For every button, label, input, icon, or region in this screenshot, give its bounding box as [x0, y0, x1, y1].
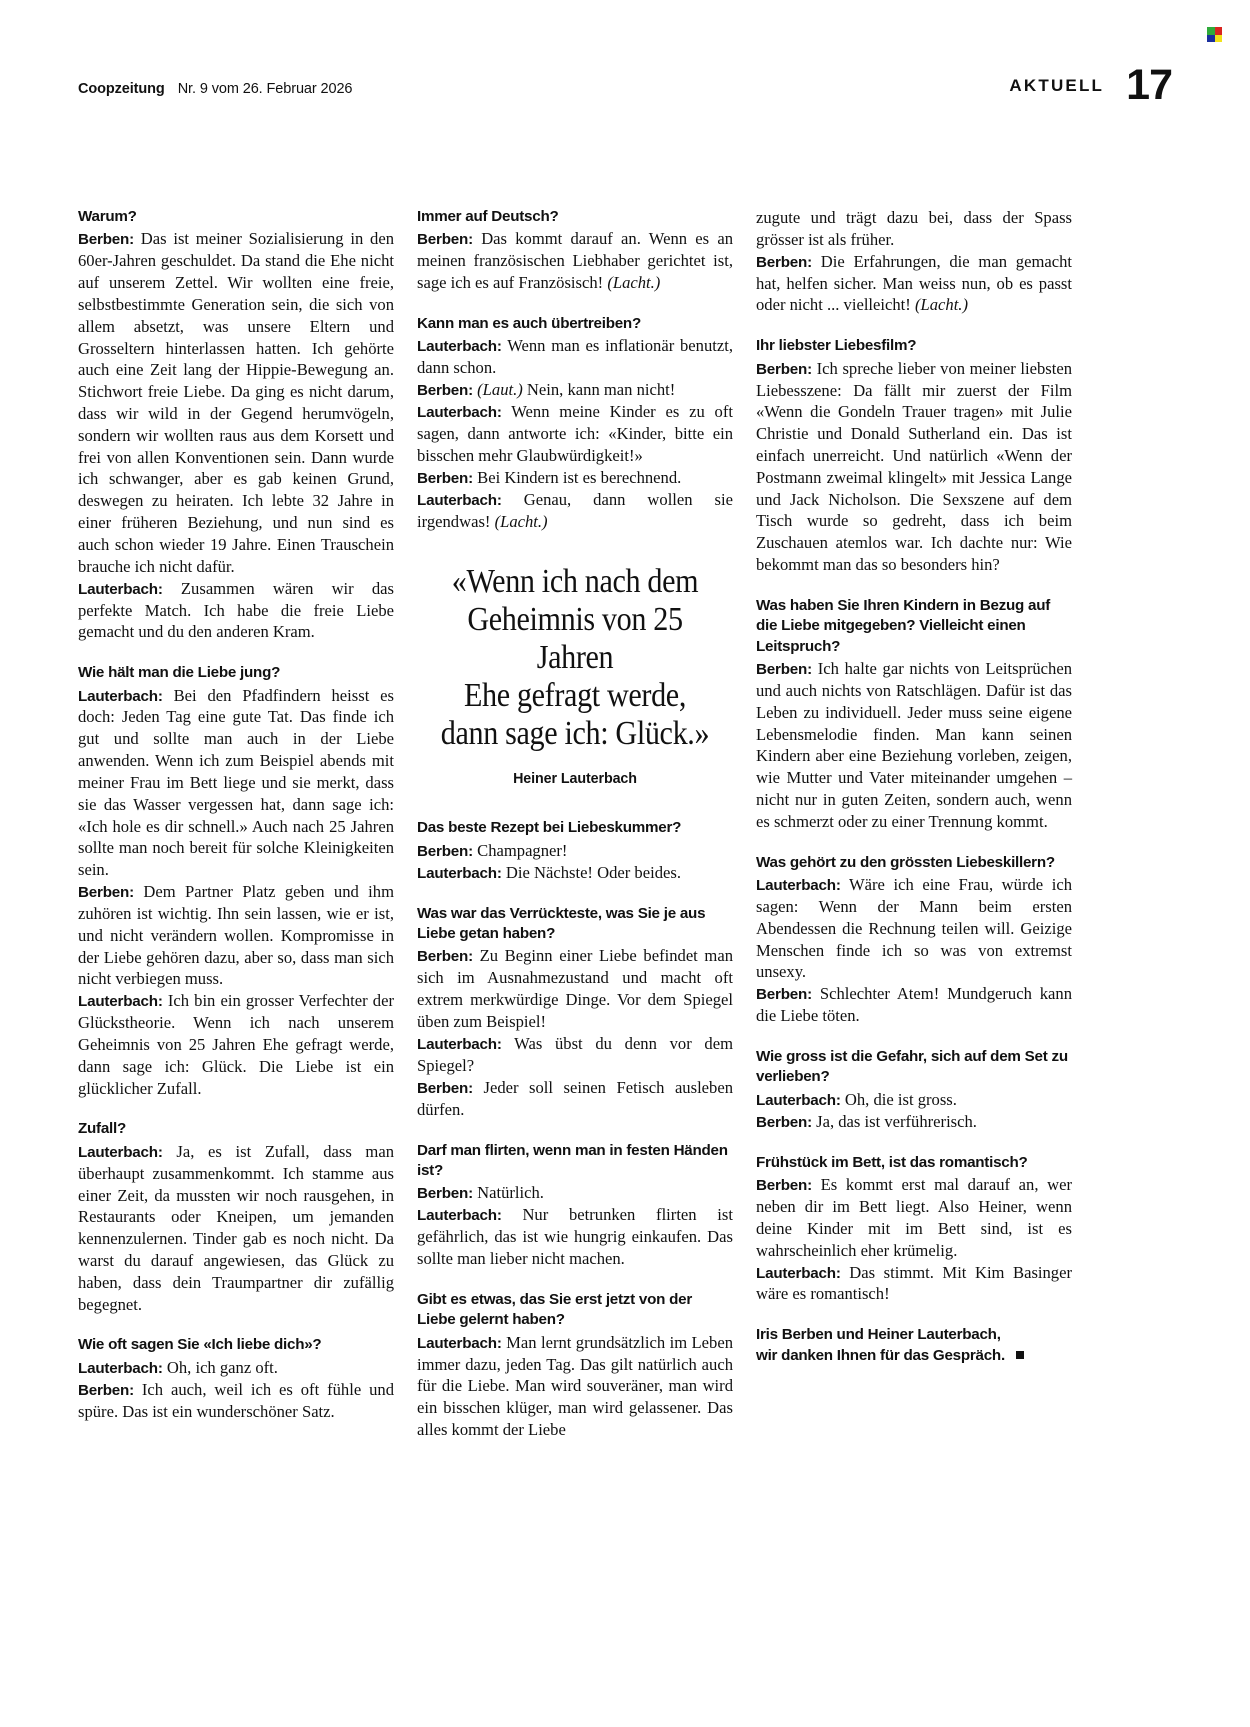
speaker-name: Lauterbach:	[417, 1334, 502, 1352]
qa-block	[756, 596, 1072, 833]
reg-swatch-green	[1207, 27, 1215, 35]
answer-paragraph: Lauterbach: Man lernt grundsätzlich im Leben immer dazu, jeden Tag. Das gilt natürlich auch für die Liebe. Man wird souveräner, man wird ein bisschen klüger, man wird gelassener. Das alles kommt der Liebe	[417, 1332, 733, 1439]
qa-block	[78, 207, 394, 643]
qa-block	[756, 1153, 1072, 1306]
pull-quote	[417, 563, 733, 788]
answer-paragraph: Berben: Bei Kindern ist es berechnend.	[417, 467, 682, 487]
interview-question: Das beste Rezept bei Liebeskummer?	[417, 819, 682, 837]
answer-paragraph: Lauterbach: Das stimmt. Mit Kim Basinger wäre es romantisch!	[756, 1262, 1072, 1304]
answer-paragraph: Lauterbach: Wenn meine Kinder es zu oft sagen, dann antworte ich: «Kinder, bitte ein bisschen mehr Glaubwürdigkeit!»	[417, 402, 733, 465]
interview-question: Was haben Sie Ihren Kindern in Bezug auf die Liebe mitgegeben? Vielleicht einen Leitspruch?	[756, 596, 1051, 655]
speaker-name: Berben:	[417, 382, 473, 400]
answer-paragraph: Berben: Ich spreche lieber von meiner liebsten Liebesszene: Da fällt mir zuerst der Film «Wenn die Gondeln Trauer tragen» mit Julie Christie und Donald Sutherland ein. Das ist einfach unerreicht. Und natürlich «Wenn der Postmann zweimal klingelt» mit Jessica Lange und Jack Nicholson. Die Sexszene auf dem Tisch wurde so gedreht, dass ich beim Zuschauen atemlos war. Ich dachte nur: Wie bekommt man das so besonders hin?	[756, 358, 1072, 575]
article-columns	[78, 207, 1072, 1632]
column-3	[756, 207, 1072, 1632]
answer-paragraph: Berben: Ich auch, weil ich es oft fühle und spüre. Das ist ein wunderschöner Satz.	[78, 1379, 394, 1421]
speaker-name: Berben:	[78, 883, 134, 901]
speaker-name: Berben:	[756, 253, 812, 271]
speaker-name: Berben:	[78, 1381, 134, 1399]
answer-paragraph: Berben: Dem Partner Platz geben und ihm zuhören ist wichtig. Ihn sein lassen, wie er ist, und nicht verändern wollen. Kompromisse in der Liebe gehören dazu, aber so, dass man sich nicht verbiegen muss.	[78, 881, 394, 989]
speaker-name: Berben:	[417, 1185, 473, 1203]
answer-paragraph: Lauterbach: Ich bin ein grosser Verfechter der Glückstheorie. Wenn ich nach unserem Geheimnis von 25 Jahren Ehe gefragt werde, dann sage ich: Glück. Die Liebe ist ein glücklicher Zufall.	[78, 991, 394, 1098]
answer-paragraph: Berben: Zu Beginn einer Liebe befindet man sich im Ausnahmezustand und macht oft extrem merkwürdige Dinge. Vor dem Spiegel üben zum Beispiel!	[417, 946, 733, 1032]
speaker-name: Lauterbach:	[78, 1359, 163, 1377]
qa-block	[756, 336, 1072, 576]
interview-question: Warum?	[78, 208, 137, 225]
speaker-name: Lauterbach:	[417, 491, 502, 509]
interview-question: Gibt es etwas, das Sie erst jetzt von der Liebe gelernt haben?	[417, 1290, 693, 1329]
pull-quote-attribution: Heiner Lauterbach	[513, 771, 637, 788]
stage-direction: (Laut.)	[477, 380, 523, 400]
answer-paragraph: Lauterbach: Wäre ich eine Frau, würde ich sagen: Wenn der Mann beim ersten Abendessen die Rechnung teilen will. Geizige Menschen finde ich so was von extremst unsexy.	[756, 875, 1072, 982]
speaker-name: Lauterbach:	[417, 1207, 502, 1225]
qa-block	[78, 1119, 394, 1315]
speaker-name: Berben:	[417, 948, 473, 966]
interview-question: Wie hält man die Liebe jung?	[78, 664, 281, 682]
answer-paragraph: Lauterbach: Nur betrunken flirten ist gefährlich, das ist wie hungrig einkaufen. Das sollte man lieber nicht machen.	[417, 1205, 733, 1268]
speaker-name: Lauterbach:	[78, 993, 163, 1011]
answer-paragraph: Berben: Schlechter Atem! Mundgeruch kann die Liebe töten.	[756, 984, 1072, 1026]
answer-paragraph: Berben: Das kommt darauf an. Wenn es an meinen französischen Liebhaber gerichtet ist, sage ich es auf Französisch! (Lacht.)	[417, 229, 733, 293]
reg-swatch-red	[1215, 27, 1223, 35]
closing-credit	[756, 1325, 1072, 1366]
interview-question: Was gehört zu den grössten Liebeskillern?	[756, 853, 1055, 871]
interview-question: Wie oft sagen Sie «Ich liebe dich»?	[78, 1336, 322, 1354]
qa-block	[417, 1290, 733, 1441]
answer-paragraph: Berben: Das ist meiner Sozialisierung in den 60er-Jahren geschuldet. Da stand die Ehe nicht auf unserem Zettel. Wir wollten eine freie, selbstbestimmte Generation sein, die sich von allem absetzt, was unsere Eltern und Grosseltern hinterlassen hatten. Ich gehörte auch eine Zeit lang der Hippie-Bewegung an. Stichwort freie Liebe. Da ging es nicht darum, dass wir wild in der Gegend herumvögeln, sondern wir wollten raus aus dem Korsett und frei von allen Konventionen sein. Dann wurde ich schwanger, aber es gab keinen Grund, deswegen zu heiraten. Ich lebte 32 Jahre in einer früheren Beziehung, und nun sind es auch schon wieder 19 Jahre. Einen Trauschein brauche ich nicht dafür.	[78, 229, 394, 576]
publication-title: Coopzeitung	[78, 81, 165, 97]
answer-paragraph: Berben: Champagner!	[417, 840, 568, 860]
column-1	[78, 207, 394, 1632]
speaker-name: Berben:	[417, 469, 473, 487]
speaker-name: Lauterbach:	[417, 1035, 502, 1053]
speaker-name: Berben:	[756, 1177, 812, 1195]
speaker-name: Lauterbach:	[756, 1264, 841, 1282]
qa-block	[417, 818, 733, 883]
issue-date: Nr. 9 vom 26. Februar 2026	[177, 81, 353, 97]
speaker-name: Berben:	[756, 360, 812, 378]
section-label: AKTUELL	[1009, 76, 1105, 95]
answer-paragraph: zugute und trägt dazu bei, dass der Spass grösser ist als früher.	[756, 208, 1072, 249]
masthead-right-group	[1009, 61, 1172, 109]
speaker-name: Lauterbach:	[417, 864, 502, 882]
answer-paragraph: Berben: Natürlich.	[417, 1183, 544, 1203]
speaker-name: Lauterbach:	[756, 877, 841, 894]
answer-paragraph: Berben: Es kommt erst mal darauf an, wer neben dir im Bett liegt. Also Heiner, wenn deine Kinder mit im Bett sind, ist es wahrscheinlich eher krümelig.	[756, 1175, 1072, 1260]
pull-quote-text: «Wenn ich nach dem Geheimnis von 25 Jahren Ehe gefragt werde, dann sage ich: Glück.»	[440, 562, 710, 753]
speaker-name: Lauterbach:	[78, 687, 163, 705]
closing-line-2: wir danken Ihnen für das Gespräch.	[756, 1346, 1005, 1364]
stage-direction: (Lacht.)	[914, 295, 968, 315]
answer-paragraph: Lauterbach: Wenn man es inflationär benutzt, dann schon.	[417, 336, 733, 378]
interview-question: Ihr liebster Liebesfilm?	[756, 337, 917, 355]
interview-question: Frühstück im Bett, ist das romantisch?	[756, 1153, 1028, 1171]
answer-paragraph: Berben: Ich halte gar nichts von Leitsprüchen und auch nichts von Ratschlägen. Dafür ist das Leben zu individuell. Jeder muss seine eigene Lebensmelodie finden. Man kann seinen Kindern aber eine Beziehung vorleben, zeigen, wie Mutter und Vater miteinander umgehen – nicht nur in guten Zeiten, sondern auch, wenn es schmerzt oder zu einer Trennung kommt.	[756, 658, 1072, 831]
masthead-left-group	[78, 81, 352, 97]
speaker-name: Lauterbach:	[78, 580, 163, 598]
answer-paragraph: Lauterbach: Was übst du denn vor dem Spiegel?	[417, 1033, 733, 1075]
interview-question: Immer auf Deutsch?	[417, 208, 559, 225]
end-mark-icon	[1016, 1351, 1024, 1359]
interview-question: Kann man es auch übertreiben?	[417, 314, 641, 332]
speaker-name: Lauterbach:	[756, 1091, 841, 1109]
answer-paragraph: Berben: Jeder soll seinen Fetisch ausleben dürfen.	[417, 1077, 733, 1119]
color-registration-mark	[1207, 27, 1222, 42]
speaker-name: Berben:	[417, 1079, 473, 1097]
interview-question: Darf man flirten, wenn man in festen Händen ist?	[417, 1141, 728, 1179]
qa-block	[417, 207, 733, 294]
stage-direction: (Lacht.)	[494, 511, 548, 531]
qa-block	[417, 904, 733, 1121]
speaker-name: Lauterbach:	[78, 1143, 163, 1161]
speaker-name: Berben:	[78, 231, 134, 249]
reg-swatch-blue	[1207, 35, 1215, 43]
qa-block	[756, 1047, 1072, 1133]
running-head	[78, 61, 1172, 109]
speaker-name: Lauterbach:	[417, 338, 502, 356]
speaker-name: Berben:	[756, 986, 812, 1004]
stage-direction: (Lacht.)	[607, 273, 661, 293]
interview-question: Was war das Verrückteste, was Sie je aus Liebe getan haben?	[417, 904, 706, 943]
speaker-name: Berben:	[417, 842, 473, 860]
speaker-name: Lauterbach:	[417, 404, 502, 422]
qa-block	[756, 207, 1072, 316]
answer-paragraph: Berben: (Laut.) Nein, kann man nicht!	[417, 380, 676, 400]
answer-paragraph: Lauterbach: Oh, die ist gross.	[756, 1089, 957, 1109]
answer-paragraph: Berben: Ja, das ist verführerisch.	[756, 1111, 977, 1131]
qa-block	[78, 1335, 394, 1422]
qa-block	[417, 1141, 733, 1270]
qa-block	[78, 663, 394, 1099]
answer-paragraph: Lauterbach: Bei den Pfadfindern heisst es doch: Jeden Tag eine gute Tat. Das finde ich gut und sollte man auch in der Liebe anwenden. Wenn ich zum Beispiel abends mit meiner Frau im Bett liege und sie merkt, dass sie das Wasser vergessen hat, dann sage ich: «Ich hole es dir schnell.» Auch nach 25 Jahren sollte man noch bereit für solche Kleinigkeiten sein.	[78, 685, 394, 880]
answer-paragraph: Lauterbach: Oh, ich ganz oft.	[78, 1357, 278, 1377]
speaker-name: Berben:	[417, 231, 473, 249]
speaker-name: Berben:	[756, 1113, 812, 1131]
answer-paragraph: Lauterbach: Zusammen wären wir das perfekte Match. Ich habe die freie Liebe gemacht und du den anderen Kram.	[78, 578, 394, 642]
interview-question: Zufall?	[78, 1120, 127, 1138]
qa-block	[417, 314, 733, 533]
answer-paragraph: Lauterbach: Die Nächste! Oder beides.	[417, 862, 681, 882]
answer-paragraph: Berben: Die Erfahrungen, die man gemacht hat, helfen sicher. Man weiss nun, ob es passt oder nicht ... vielleicht! (Lacht.)	[756, 251, 1072, 315]
interview-question: Wie gross ist die Gefahr, sich auf dem Set zu verlieben?	[756, 1048, 1068, 1086]
qa-block	[756, 853, 1072, 1027]
column-2	[417, 207, 733, 1632]
page-number: 17	[1126, 61, 1172, 109]
speaker-name: Berben:	[756, 660, 812, 678]
closing-line-1: Iris Berben und Heiner Lauterbach,	[756, 1326, 1001, 1344]
answer-paragraph: Lauterbach: Ja, es ist Zufall, dass man überhaupt zusammenkommt. Ich stamme aus einer Zeit, da mussten wir noch rausgehen, in Restaurants oder Kneipen, um jemanden kennenzulernen. Tinder gab es noch nicht. Da warst du darauf angewiesen, das Glück zu haben, dass dein Traumpartner dir zufällig begegnet.	[78, 1141, 394, 1314]
answer-paragraph: Lauterbach: Genau, dann wollen sie irgendwas! (Lacht.)	[417, 489, 733, 531]
reg-swatch-yellow	[1215, 35, 1223, 43]
